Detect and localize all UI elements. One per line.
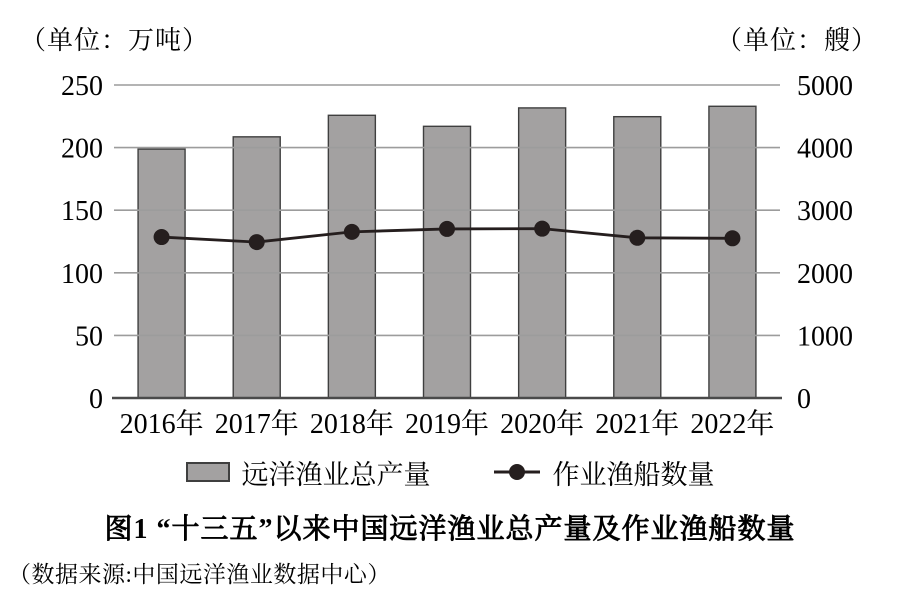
bar-2019年 (424, 126, 471, 398)
legend (0, 452, 900, 492)
bar-2018年 (328, 115, 375, 398)
left-axis-tick-150: 150 (61, 196, 103, 228)
data-point-2019年 (439, 221, 455, 237)
data-point-2022年 (724, 230, 740, 246)
x-axis-label-2017年: 2017年 (214, 409, 299, 440)
combo-chart (0, 55, 900, 455)
right-axis-unit-label: （单位：艘） (715, 26, 878, 55)
data-point-2020年 (534, 221, 550, 237)
left-axis-tick-0: 0 (89, 384, 103, 415)
right-axis-tick-1000: 1000 (797, 321, 853, 353)
data-point-2017年 (249, 234, 265, 250)
bar-2017年 (233, 137, 280, 398)
right-axis-tick-2000: 2000 (797, 258, 853, 290)
bar-2020年 (519, 108, 566, 398)
x-axis-label-2016年: 2016年 (119, 409, 204, 440)
data-point-2021年 (629, 230, 645, 246)
left-axis-unit-label: （单位：万吨） (20, 26, 210, 55)
x-axis-label-2020年: 2020年 (500, 409, 585, 440)
right-axis-tick-4000: 4000 (797, 133, 853, 165)
bar-2021年 (614, 117, 661, 398)
bar-series-swatch-icon (186, 462, 230, 482)
left-axis-tick-200: 200 (61, 133, 103, 165)
bar-2022年 (709, 106, 756, 398)
figure-caption: 图1 “十三五”以来中国远洋渔业总产量及作业渔船数量 (104, 514, 796, 545)
right-axis-tick-5000: 5000 (797, 71, 853, 102)
line-series-swatch-icon (493, 461, 541, 483)
legend-item-vessels (493, 453, 715, 492)
left-axis-tick-50: 50 (75, 321, 103, 353)
left-axis-tick-250: 250 (61, 71, 103, 102)
data-source-note: （数据来源:中国远洋渔业数据中心） (8, 562, 391, 587)
x-axis-label-2021年: 2021年 (595, 409, 680, 440)
legend-label-vessels: 作业渔船数量 (552, 459, 715, 490)
right-axis-tick-3000: 3000 (797, 196, 853, 228)
x-axis-label-2018年: 2018年 (309, 409, 394, 440)
right-axis-tick-0: 0 (797, 384, 811, 415)
x-axis-label-2019年: 2019年 (404, 409, 490, 440)
data-point-2016年 (154, 229, 170, 245)
data-point-2018年 (344, 224, 360, 240)
left-axis-tick-100: 100 (61, 258, 103, 290)
legend-item-production (186, 453, 431, 492)
legend-label-production: 远洋渔业总产量 (241, 459, 431, 490)
x-axis-label-2022年: 2022年 (690, 409, 775, 440)
